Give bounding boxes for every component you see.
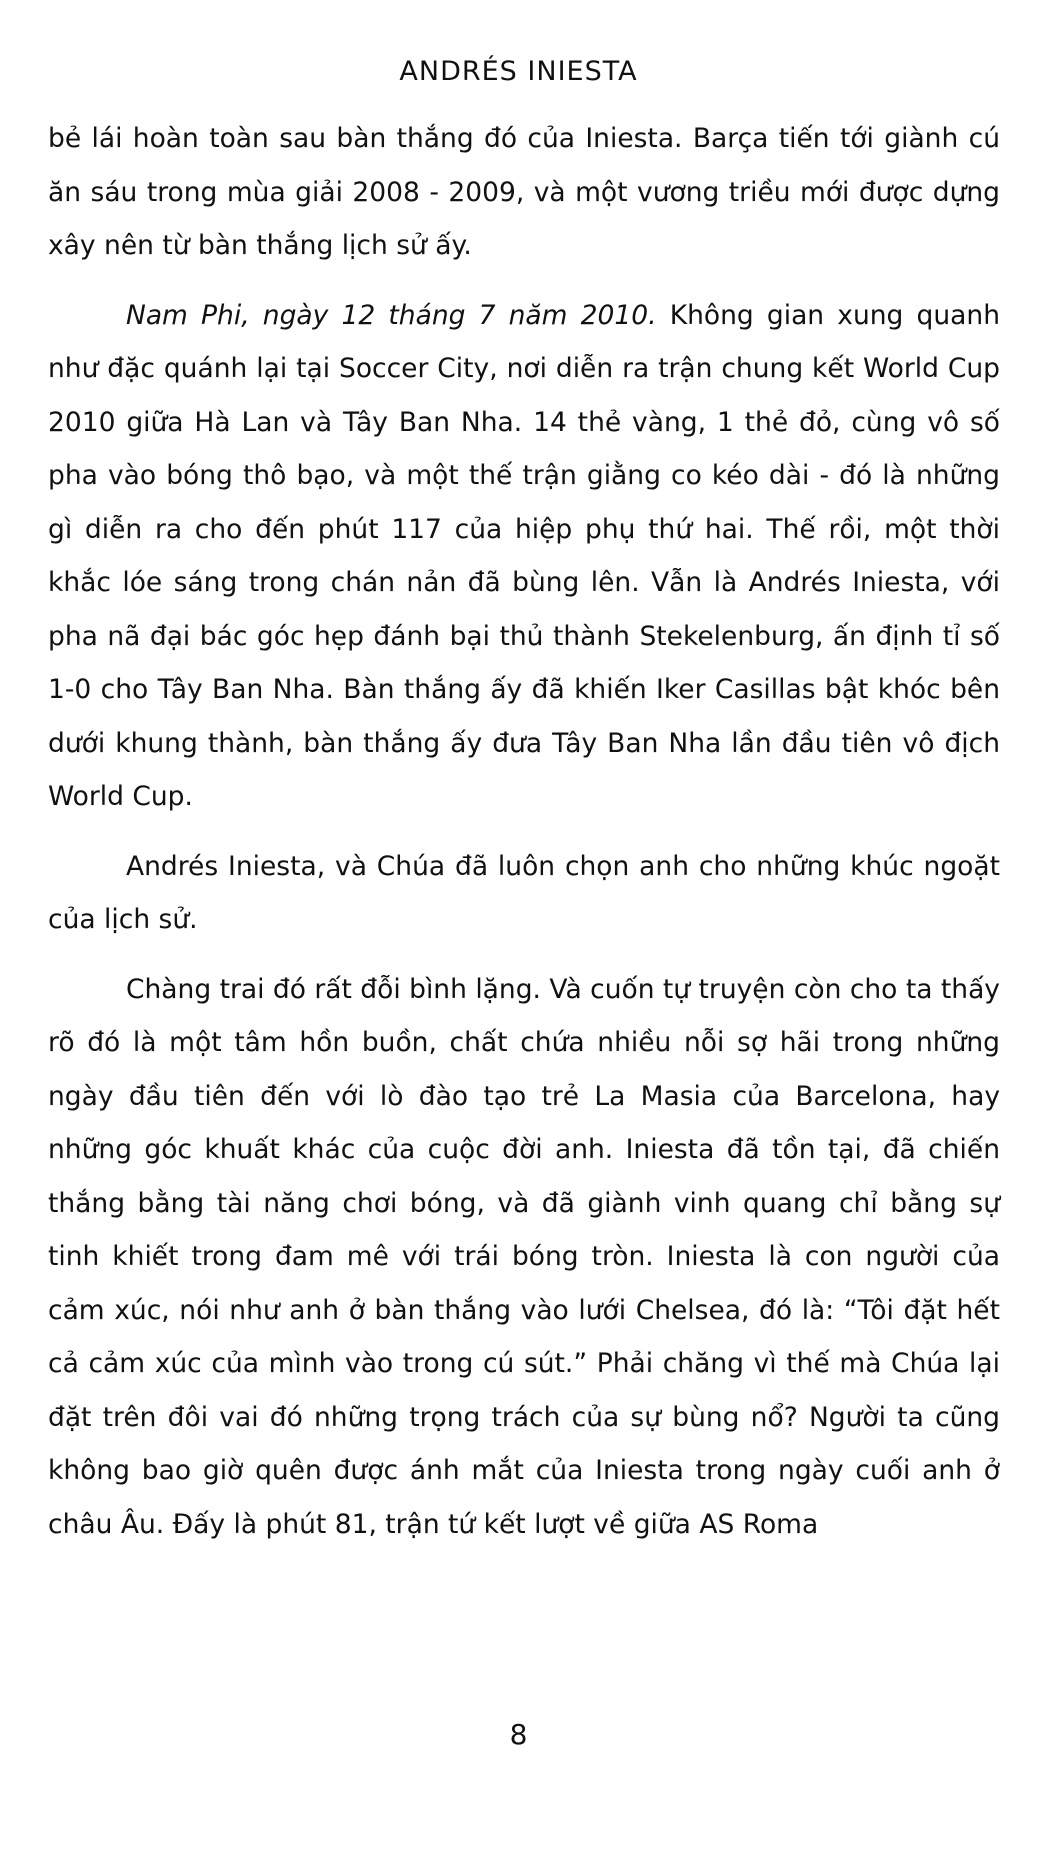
body-text	[48, 112, 1000, 1551]
paragraph-4: Chàng trai đó rất đỗi bình lặng. Và cuốn tự truyện còn cho ta thấy rõ đó là một tâm hồn buồn, chất chứa nhiều nỗi sợ hãi trong những ngày đầu tiên đến với lò đào tạo trẻ La Masia của Barcelona, hay những góc khuất khác của cuộc đời anh. Iniesta đã tồn tại, đã chiến thắng bằng tài năng chơi bóng, và đã giành vinh quang chỉ bằng sự tinh khiết trong đam mê với trái bóng tròn. Iniesta là con người của cảm xúc, nói như anh ở bàn thắng vào lưới Chelsea, đó là: “Tôi đặt hết cả cảm xúc của mình vào trong cú sút.” Phải chăng vì thế mà Chúa lại đặt trên đôi vai đó những trọng trách của sự bùng nổ? Người ta cũng không bao giờ quên được ánh mắt của Iniesta trong ngày cuối anh ở châu Âu. Đấy là phút 81, trận tứ kết lượt về giữa AS Roma	[48, 973, 1000, 1540]
paragraph-1: bẻ lái hoàn toàn sau bàn thắng đó của Iniesta. Barça tiến tới giành cú ăn sáu trong mùa giải 2008 - 2009, và một vương triều mới được dựng xây nên từ bàn thắng lịch sử ấy.	[48, 123, 1000, 261]
paragraph-2	[48, 289, 1000, 824]
running-header-title: ANDRÉS INIESTA	[399, 56, 638, 87]
paragraph-2-text: Không gian xung quanh như đặc quánh lại tại Soccer City, nơi diễn ra trận chung kết World Cup 2010 giữa Hà Lan và Tây Ban Nha. 14 thẻ vàng, 1 thẻ đỏ, cùng vô số pha vào bóng thô bạo, và một thế trận giằng co kéo dài - đó là những gì diễn ra cho đến phút 117 của hiệp phụ thứ hai. Thế rồi, một thời khắc lóe sáng trong chán nản đã bùng lên. Vẫn là Andrés Iniesta, với pha nã đại bác góc hẹp đánh bại thủ thành Stekelenburg, ấn định tỉ số 1-0 cho Tây Ban Nha. Bàn thắng ấy đã khiến Iker Casillas bật khóc bên dưới khung thành, bàn thắng ấy đưa Tây Ban Nha lần đầu tiên vô địch World Cup.	[48, 299, 1000, 812]
page-number: 8	[509, 1718, 528, 1751]
paragraph-3: Andrés Iniesta, và Chúa đã luôn chọn anh cho những khúc ngoặt của lịch sử.	[48, 850, 1000, 935]
dateline: Nam Phi, ngày 12 tháng 7 năm 2010.	[126, 299, 657, 331]
